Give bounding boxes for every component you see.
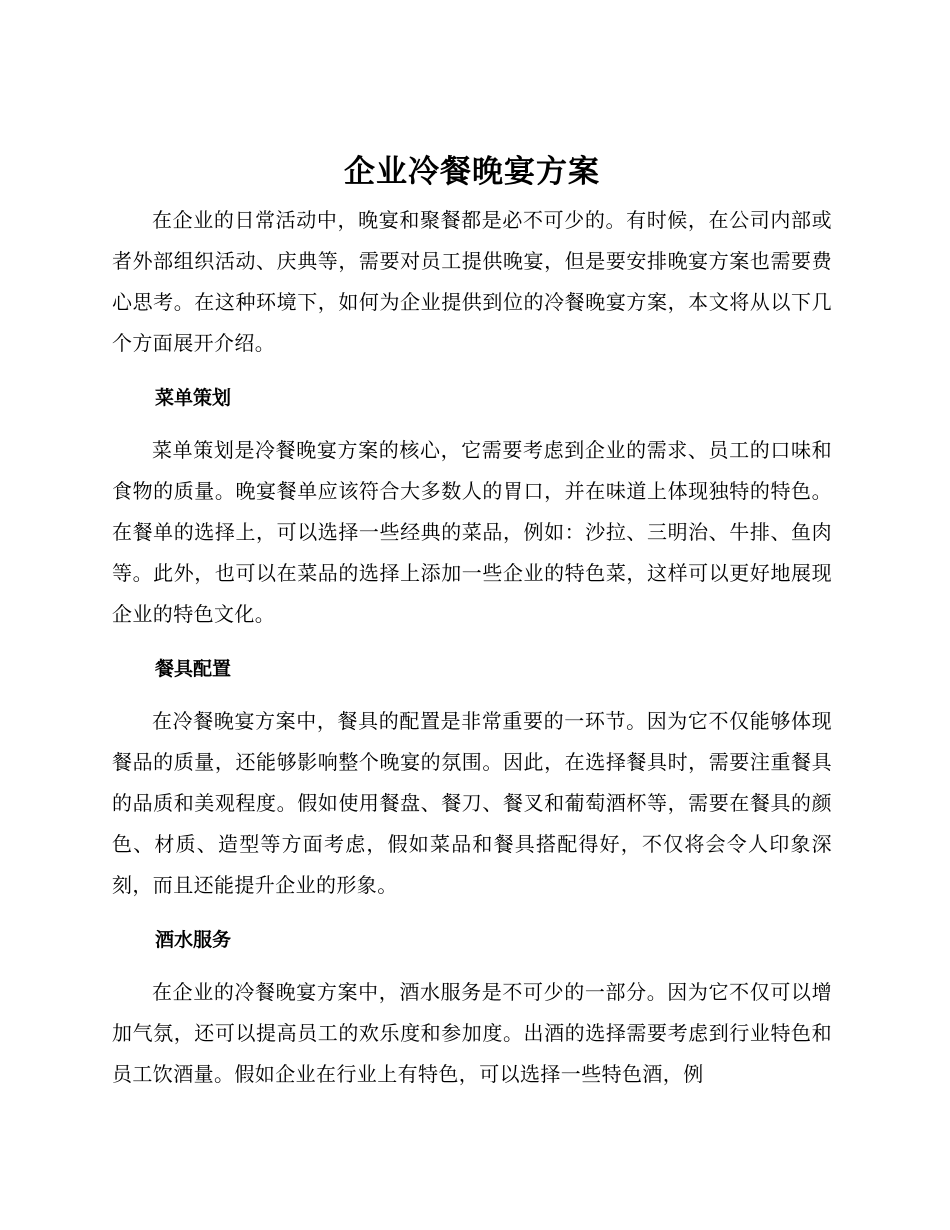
section-heading-drinks: 酒水服务 — [155, 929, 232, 951]
section-body-menu: 菜单策划是冷餐晚宴方案的核心，它需要考虑到企业的需求、员工的口味和食物的质量。晚宴餐单应该符合大多数人的胃口，并在味道上体现独特的特色。在餐单的选择上，可以选择一些经典的菜品，例如：沙拉、三明治、牛排、鱼肉等。此外，也可以在菜品的选择上添加一些企业的特色菜，这样可以更好地展现企业的特色文化。 — [112, 438, 832, 626]
section-body-tableware: 在冷餐晚宴方案中，餐具的配置是非常重要的一环节。因为它不仅能够体现餐品的质量，还能够影响整个晚宴的氛围。因此，在选择餐具时，需要注重餐具的品质和美观程度。假如使用餐盘、餐刀、餐叉和葡萄酒杯等，需要在餐具的颜色、材质、造型等方面考虑，假如菜品和餐具搭配得好，不仅将会令人印象深刻，而且还能提升企业的形象。 — [112, 709, 832, 897]
intro-paragraph: 在企业的日常活动中，晚宴和聚餐都是必不可少的。有时候，在公司内部或者外部组织活动、庆典等，需要对员工提供晚宴，但是要安排晚宴方案也需要费心思考。在这种环境下，如何为企业提供到位的冷餐晚宴方案，本文将从以下几个方面展开介绍。 — [112, 208, 832, 355]
document-content — [112, 148, 832, 1095]
section-heading-menu: 菜单策划 — [155, 387, 232, 409]
section-body-drinks: 在企业的冷餐晚宴方案中，酒水服务是不可少的一部分。因为它不仅可以增加气氛，还可以提高员工的欢乐度和参加度。出酒的选择需要考虑到行业特色和员工饮酒量。假如企业在行业上有特色，可以选择一些特色酒，例 — [112, 980, 832, 1086]
document-title: 企业冷餐晚宴方案 — [344, 154, 600, 190]
section-heading-tableware: 餐具配置 — [155, 658, 232, 680]
